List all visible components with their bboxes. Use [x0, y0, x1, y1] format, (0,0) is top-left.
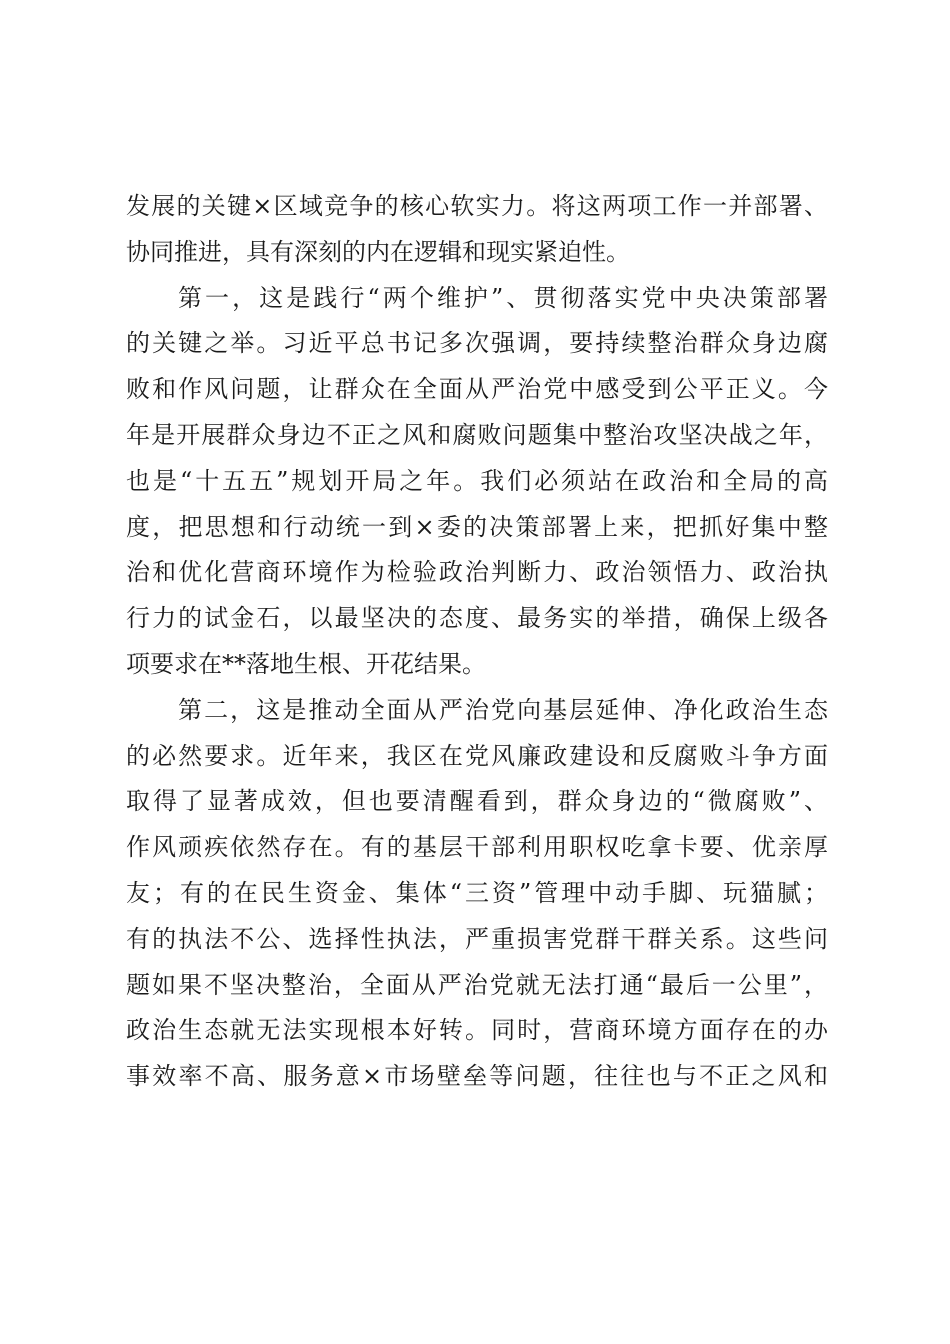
text-line: 第二，这是推动全面从严治党向基层延伸、净化政治生态	[178, 695, 828, 724]
text-line: 败和作风问题，让群众在全面从严治党中感受到公平正义。今	[126, 375, 828, 404]
body-text	[126, 184, 828, 1100]
text-line: 第一，这是践行“两个维护”、贯彻落实党中央决策部署	[178, 283, 828, 312]
text-line: 度，把思想和行动统一到×委的决策部署上来，把抓好集中整	[126, 512, 828, 541]
text-line: 有的执法不公、选择性执法，严重损害党群干群关系。这些问	[126, 924, 828, 953]
text-line: 题如果不坚决整治，全面从严治党就无法打通“最后一公里”，	[126, 970, 828, 999]
text-line: 友；有的在民生资金、集体“三资”管理中动手脚、玩猫腻；	[126, 878, 828, 907]
text-line: 的必然要求。近年来，我区在党风廉政建设和反腐败斗争方面	[126, 741, 828, 770]
text-line: 取得了显著成效，但也要清醒看到，群众身边的“微腐败”、	[126, 787, 828, 816]
text-line: 治和优化营商环境作为检验政治判断力、政治领悟力、政治执	[126, 558, 828, 587]
text-line: 年是开展群众身边不正之风和腐败问题集中整治攻坚决战之年，	[126, 420, 828, 449]
text-line: 事效率不高、服务意×市场壁垒等问题，往往也与不正之风和	[126, 1062, 828, 1091]
text-line: 政治生态就无法实现根本好转。同时，营商环境方面存在的办	[126, 1016, 828, 1045]
text-line: 行力的试金石，以最坚决的态度、最务实的举措，确保上级各	[126, 604, 828, 633]
text-line: 协同推进，具有深刻的内在逻辑和现实紧迫性。	[126, 237, 630, 266]
text-line: 作风顽疾依然存在。有的基层干部利用职权吃拿卡要、优亲厚	[126, 833, 828, 862]
text-line: 的关键之举。习近平总书记多次强调，要持续整治群众身边腐	[126, 329, 828, 358]
text-line: 发展的关键×区域竞争的核心软实力。将这两项工作一并部署、	[126, 192, 828, 220]
text-line: 项要求在**落地生根、开花结果。	[126, 649, 486, 678]
text-line: 也是“十五五”规划开局之年。我们必须站在政治和全局的高	[126, 466, 828, 495]
